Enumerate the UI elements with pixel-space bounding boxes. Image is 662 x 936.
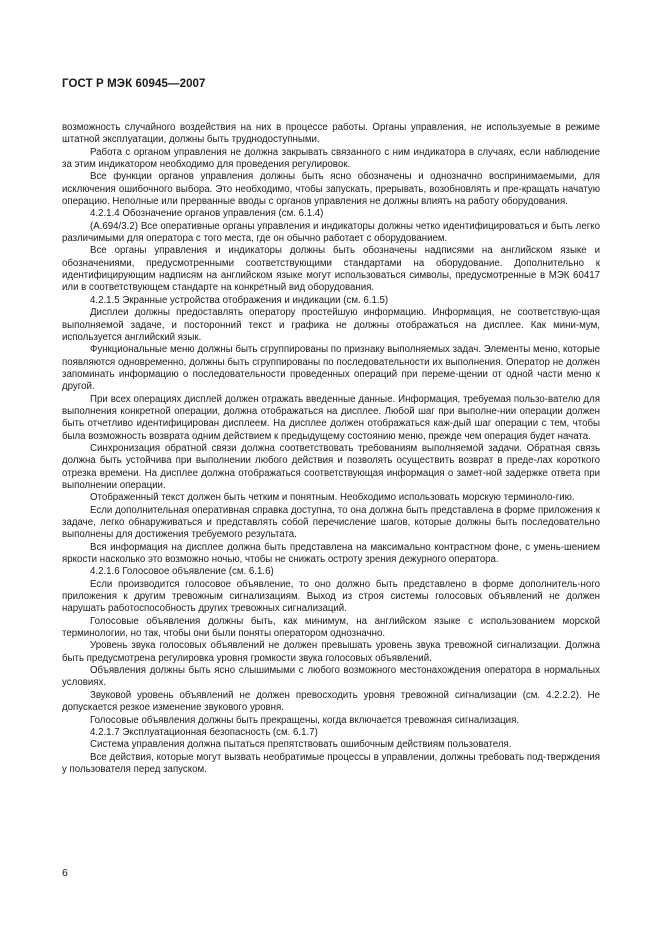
page-number: 6: [62, 867, 68, 879]
paragraph: Работа с органом управления не должна закрывать связанного с ним индикатора в случаях, если наблюдение за этим индикатором необходимо для проведения регулировок.: [62, 146, 600, 171]
paragraph: 4.2.1.4 Обозначение органов управления (см. 6.1.4): [90, 208, 324, 220]
paragraph: Голосовые объявления должны быть прекращены, когда включается тревожная сигнализация.: [90, 714, 520, 726]
paragraph: Вся информация на дисплее должна быть представлена на максимально контрастном фоне, с умень-шением яркости насколько это возможно ночью, чтобы не снижать остроту зрения дежурного оператора.: [62, 541, 600, 566]
paragraph: Все действия, которые могут вызвать необратимые процессы в управлении, должны требовать под-тверждения у пользователя перед запуском.: [62, 751, 600, 775]
paragraph: Звуковой уровень объявлений не должен превосходить уровня тревожной сигнализации (см. 4.2.2.2). Не допускается резкое изменение звукового уровня.: [62, 689, 600, 714]
paragraph: Уровень звука голосовых объявлений не должен превышать уровень звука тревожной сигнализации. Должна быть предусмотрена регулировка уровня громкости звука голосовых объявлений.: [62, 640, 600, 664]
paragraph: 4.2.1.7 Эксплуатационная безопасность (см. 6.1.7): [90, 726, 318, 738]
paragraph: 4.2.1.6 Голосовое объявление (см. 6.1.6): [90, 566, 274, 578]
paragraph: Функциональные меню должны быть сгруппированы по признаку выполняемых задач. Элементы меню, которые появляются одновременно, должны быть сгруппированы по последовательности их выполнения. Оператор не должен запоминать информацию о последовательности проведенных операций при переме-щении от одной части меню к другой.: [62, 344, 600, 393]
paragraph: Если производится голосовое объявление, то оно должно быть представлено в форме дополнитель-ного приложения к другим тревожным сигнализациям. Выход из строя системы голосовых объявлений не должен нарушать работоспособность других тревожных сигнализаций.: [62, 578, 600, 615]
paragraph: Все функции органов управления должны быть ясно обозначены и однозначно воспринимаемыми, для исключения ошибочного выбора. Это необходимо, чтобы запускать, прерывать, возобновлять и пре-кращать начатую операцию. Неполные или прерванные вводы с органов управления не должны влиять на работу оборудования.: [62, 171, 600, 208]
paragraph: Синхронизация обратной связи должна соответствовать требованиям выполняемой задачи. Обратная связь должна быть устойчива при выполнении любого действия и позволять осуществить возврат в преде-лах короткого отрезка времени. На дисплее должна отображаться соответствующая информация о замет-ной задержке ответа при выполнении операции.: [62, 442, 600, 491]
paragraph: Отображенный текст должен быть четким и понятным. Необходимо использовать морскую терминоло-гию.: [90, 492, 575, 504]
body-text: [62, 122, 600, 776]
paragraph: При всех операциях дисплей должен отражать введенные данные. Информация, требуемая пользо-вателю для выполнения конкретной операции, должна отображаться на дисплее. Любой шаг при выполне-нии операции должен быть отчетливо идентифицирован дисплеем. На дисплее должен отображаться каж-дый шаг операции с тем, чтобы была возможность возврата одним действием к предыдущему состоянию меню, прежде чем операция будет начата.: [62, 393, 600, 442]
paragraph: 4.2.1.5 Экранные устройства отображения и индикации (см. 6.1.5): [90, 294, 389, 306]
paragraph: Дисплеи должны предоставлять оператору простейшую информацию. Информация, не соответствую-щая выполняемой задаче, и посторонний текст и графика не должны отображаться на дисплее. Как мини-мум, используется английский язык.: [62, 307, 600, 343]
paragraph: (A.694/3.2) Все оперативные органы управления и индикаторы должны четко идентифицироваться и быть легко различимыми для оператора с того места, где он обычно работает с оборудованием.: [62, 220, 600, 245]
paragraph: Система управления должна пытаться препятствовать ошибочным действиям пользователя.: [90, 739, 512, 751]
paragraph: Все органы управления и индикаторы должны быть обозначены надписями на английском языке и обозначениями, предусмотренными соответствующими стандартами на оборудование. Дополнительно к идентифицирующим надписям на английском языке могут использоваться символы, предусмотренные в МЭК 60417 или в соответствующем стандарте на конкретный вид оборудования.: [62, 245, 600, 294]
paragraph: Объявления должны быть ясно слышимыми с любого возможного местонахождения оператора в нормальных условиях.: [62, 665, 600, 689]
page-header-standard-title: ГОСТ Р МЭК 60945—2007: [62, 78, 206, 90]
paragraph: Если дополнительная оперативная справка доступна, то она должна быть представлена в форме приложения к задаче, легко обнаруживаться и представлять собой перечисление шагов, которые должны быть последовательно выполнены для достижения требуемого результата.: [62, 504, 600, 541]
paragraph: Голосовые объявления должны быть, как минимум, на английском языке с использованием морской терминологии, но так, чтобы они были поняты оператором однозначно.: [62, 615, 600, 640]
paragraph: возможность случайного воздействия на них в процессе работы. Органы управления, не используемые в режиме штатной эксплуатации, должны быть труднодоступными.: [62, 122, 600, 146]
